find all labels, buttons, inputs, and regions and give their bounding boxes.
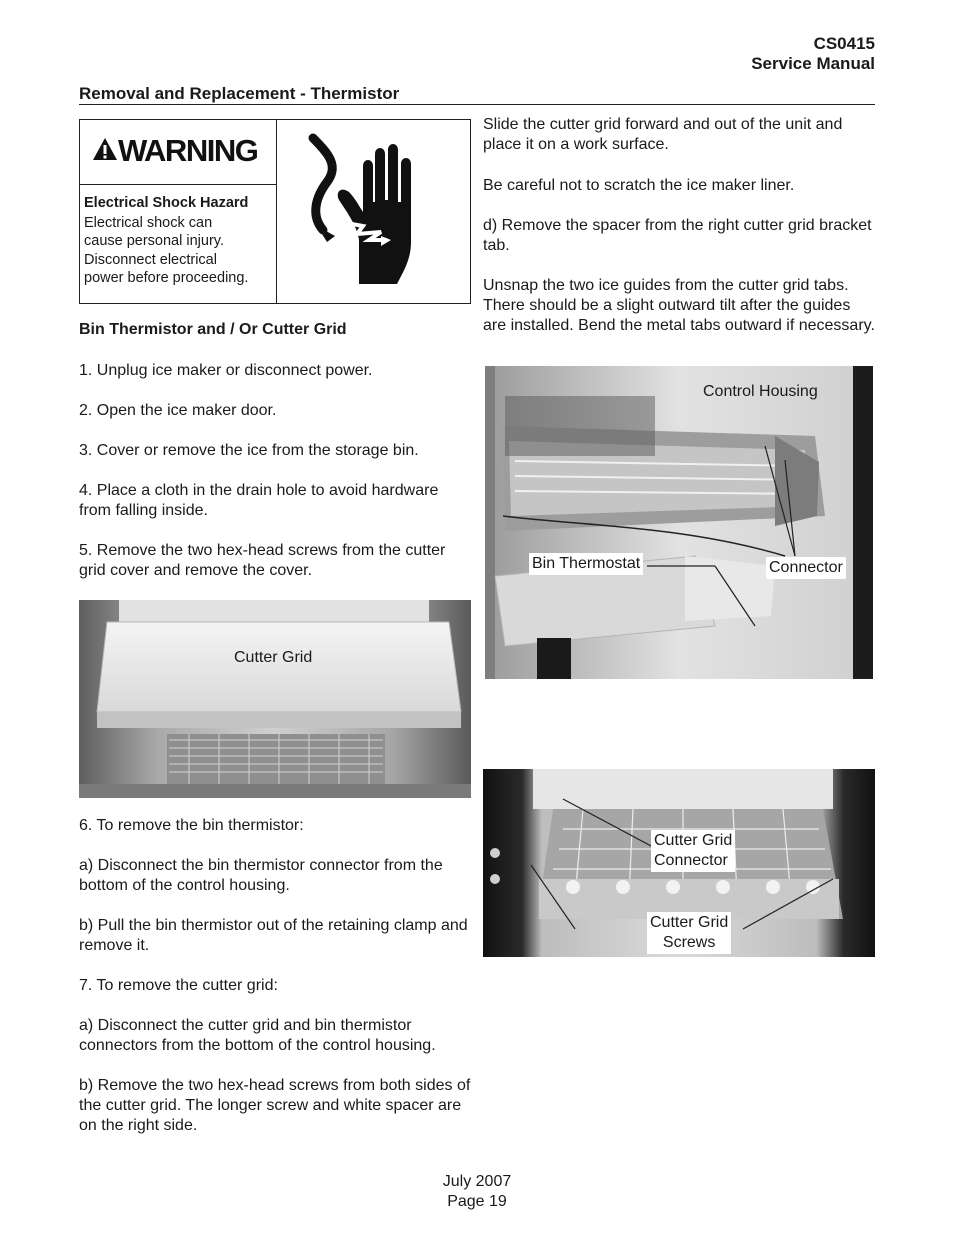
label-cutter-grid-screws [647,912,731,954]
step-7: 7. To remove the cutter grid: [79,977,278,994]
label-cutter-grid: Cutter Grid [234,649,313,666]
label-line: Cutter Grid [654,832,733,849]
hazard-title: Electrical Shock Hazard [84,195,249,211]
step-2: 2. Open the ice maker door. [79,402,277,419]
hazard-line: Disconnect electrical [84,251,217,268]
warning-triangle-icon [92,137,118,161]
document-type: Service Manual [751,54,875,73]
step-4: 4. Place a cloth in the drain hole to avoid hardware from falling inside. [79,482,439,519]
warning-box [79,119,471,304]
paragraph-slide-grid: Slide the cutter grid forward and out of the unit and place it on a work surface. [483,116,843,153]
label-line: Screws [662,934,716,951]
step-d: d) Remove the spacer from the right cutter grid bracket tab. [483,217,872,254]
label-line: Cutter Grid [650,914,729,931]
hazard-line: Electrical shock can [84,215,213,231]
step-5: 5. Remove the two hex-head screws from the cutter grid cover and remove the cover. [79,542,446,579]
photo-cutter-grid-screws [483,769,875,957]
footer-page-number: Page 19 [447,1193,507,1210]
footer-date: July 2007 [442,1173,512,1190]
photo-cutter-grid-cover [79,600,471,798]
label-bin-thermostat: Bin Thermostat [529,553,643,575]
header-divider [79,104,875,105]
section-title: Removal and Replacement - Thermistor [79,84,400,103]
cutter-grid-cover-image [79,600,471,798]
hazard-line: power before proceeding. [84,270,249,287]
warning-title-cell [80,120,277,185]
photo-control-housing [485,366,873,679]
paragraph-unsnap: Unsnap the two ice guides from the cutter grid tabs. There should be a slight outward tilt after the guides are installed. Bend the metal tabs outward if necessary. [483,277,875,334]
label-cutter-grid-connector [651,830,735,872]
step-6a: a) Disconnect the bin thermistor connector from the bottom of the control housing. [79,857,443,894]
control-housing-image [485,366,873,679]
warning-word: WARNING [118,133,258,168]
step-3: 3. Cover or remove the ice from the storage bin. [79,442,419,459]
step-1: 1. Unplug ice maker or disconnect power. [79,362,373,379]
label-control-housing: Control Housing [703,383,818,400]
subheading-bin-thermistor: Bin Thermistor and / Or Cutter Grid [79,321,347,338]
hazard-description [84,214,272,288]
paragraph-careful: Be careful not to scratch the ice maker liner. [483,177,795,194]
electrical-shock-hand-icon [277,120,470,303]
step-6b: b) Pull the bin thermistor out of the retaining clamp and remove it. [79,917,468,954]
label-line: Connector [654,852,728,869]
shock-icon-cell [277,120,470,303]
hazard-line: cause personal injury. [84,233,224,250]
step-6: 6. To remove the bin thermistor: [79,817,304,834]
document-id: CS0415 [813,34,875,53]
step-7b: b) Remove the two hex-head screws from both sides of the cutter grid. The longer screw and white spacer are on the right side. [79,1077,471,1134]
step-7a: a) Disconnect the cutter grid and bin thermistor connectors from the bottom of the control housing. [79,1017,436,1054]
label-connector: Connector [766,557,846,579]
